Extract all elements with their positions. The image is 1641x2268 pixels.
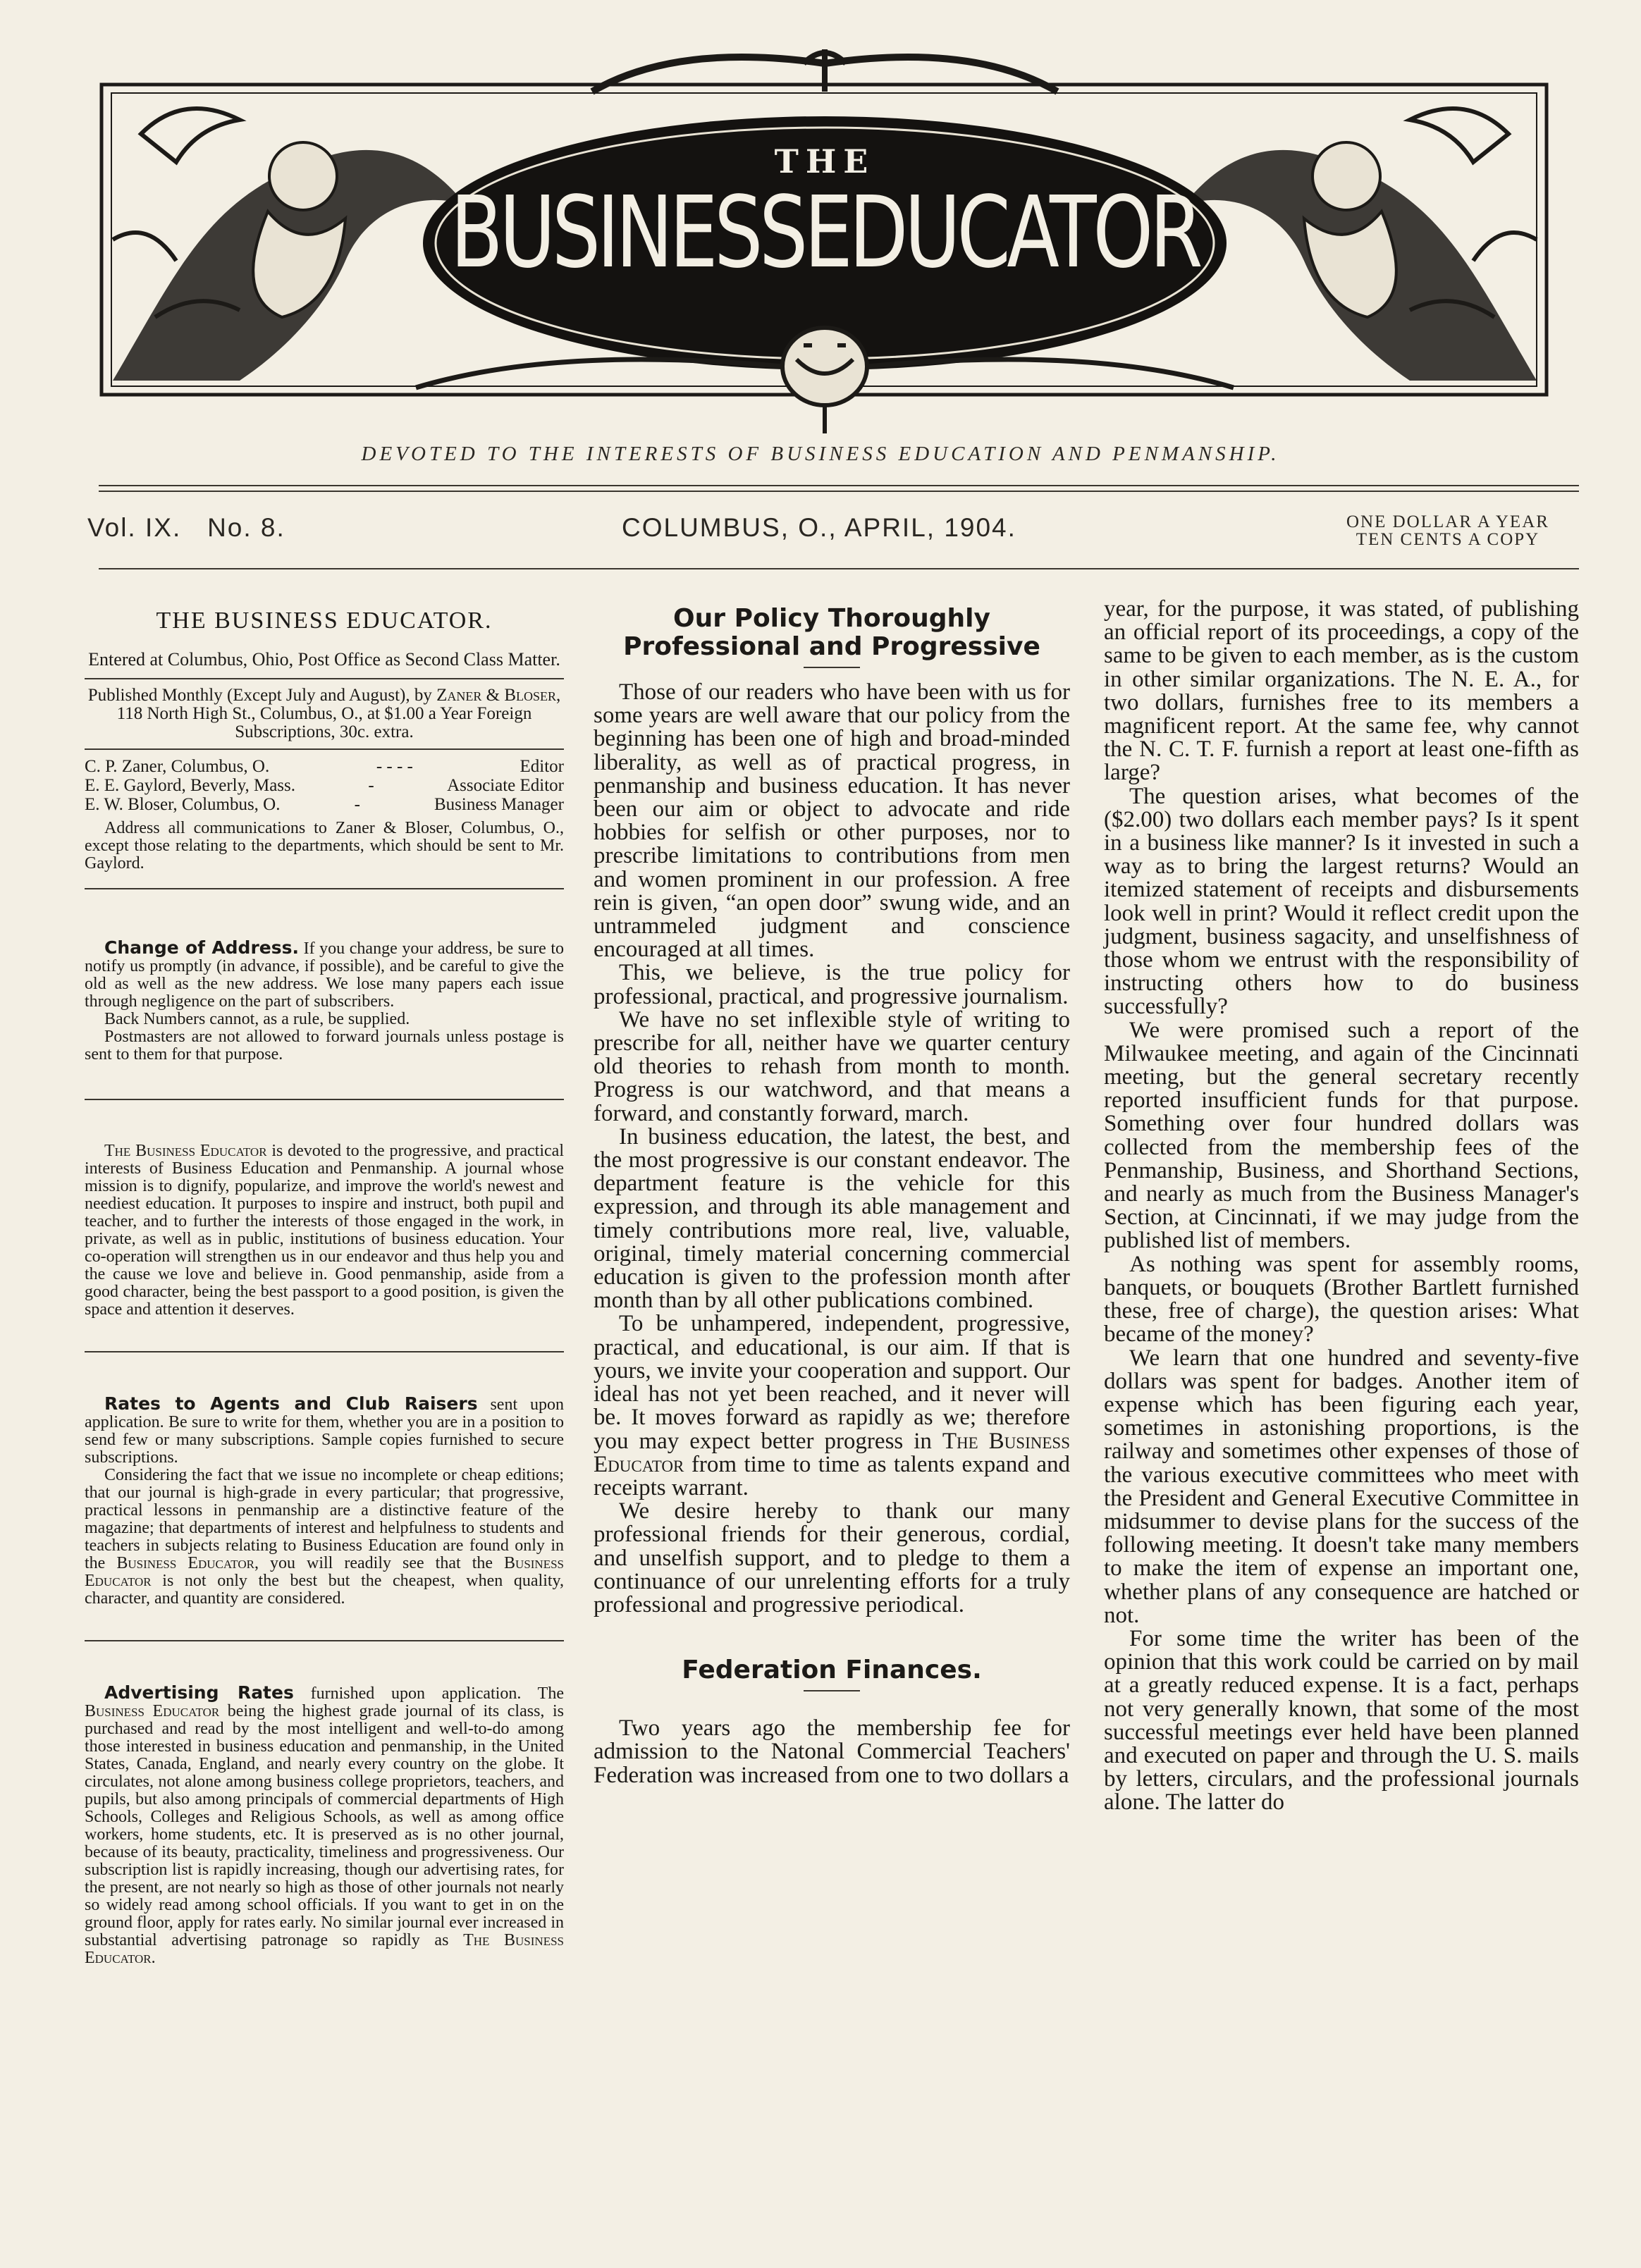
price-copy: TEN CENTS A COPY	[1356, 530, 1540, 549]
masthead-the: THE	[774, 142, 875, 180]
rule	[85, 888, 564, 889]
paragraph: Two years ago the membership fee for admission to the Natonal Commercial Teachers' Federation was increased from one to two dollars a	[594, 1715, 1070, 1788]
staff-row: E. E. Gaylord, Beverly, Mass. - Associate Editor	[85, 776, 564, 795]
headline-federation: Federation Finances.	[682, 1656, 982, 1685]
staff-row: C. P. Zaner, Columbus, O. - - - - Editor	[85, 757, 564, 776]
paragraph: This, we believe, is the true policy for professional, practical, and progressive journalism.	[594, 960, 1070, 1009]
advertising-rates: Advertising Rates furnished upon application. The Business Educator being the highest grade journal of its class, is purchased and read by the most intelligent and well-to-do among those interested in business education and penmanship, in the United States, Canada, England, and nearly every country on the globe. It circulates, not alone among business college proprietors, teachers, and pupils, but also among principals of commercial departments of High Schools, Colleges and Religious Schools, as well as among office workers, home students, etc. It is preserved as is no other journal, because of its beauty, practicality, timeliness and progressiveness. Our subscription list is rapidly increasing, though our advertising rates, for the present, are not nearly so high as those of other journals not nearly so widely read among school officials. If you want to get in on the ground floor, apply for rates early. No similar journal ever increased in substantial advertising patronage so rapidly as The Business Educator.	[85, 1682, 565, 1967]
number: No. 8.	[207, 513, 285, 542]
headline-policy: Our Policy Thoroughly Professional and Progressive	[623, 604, 1040, 661]
column-editorial	[594, 598, 1070, 1787]
tagline: DEVOTED TO THE INTERESTS OF BUSINESS EDUCATION AND PENMANSHIP.	[361, 443, 1280, 465]
masthead	[99, 49, 1551, 437]
masthead-title: BUSINESSEDUCATOR	[450, 175, 1200, 290]
staff-row: E. W. Bloser, Columbus, O. - Business Manager	[85, 795, 564, 814]
entered-note: Entered at Columbus, Ohio, Post Office as Second Class Matter.	[88, 649, 560, 670]
volume: Vol. IX.	[87, 513, 182, 542]
masthead-box-title: THE BUSINESS EDUCATOR.	[156, 608, 493, 634]
rule	[804, 667, 860, 668]
paragraph: In business education, the latest, the best, and the most progressive is our constant endeavor. The department feature is the vehicle for this expression, and through its able management and timely contributions more real, live, valuable, original, timely material concerning commercial education is given to the profession month after month than by all other publications combined.	[594, 1123, 1070, 1314]
price	[1346, 513, 1549, 548]
rule-top-2	[99, 491, 1579, 492]
rule	[85, 748, 564, 750]
paragraph: We have no set inflexible style of writing to prescribe for all, neither have we quarter century old theories to rehash from month to month. Progress is our watchword, and that means a forward, and constantly forward, march.	[594, 1006, 1070, 1126]
rule	[85, 678, 564, 679]
volume-number	[87, 513, 285, 543]
devoted-note: The Business Educator is devoted to the progressive, and practical interests of Business Education and Penmanship. A journal whose mission is to dignify, popularize, and improve the world's newest and neediest education. It purposes to inspire and instruct, both pupil and teacher, and to further the interests of those engaged in the work, in private, as well as in public, institutions of business education. Your co-operation will strengthen us in our endeavor and thus help you and the cause we love and believe in. Good penmanship, aside from a good character, being the best passport to a good position, is given the space and attention it deserves.	[85, 1142, 564, 1319]
place-date: COLUMBUS, O., APRIL, 1904.	[622, 513, 1016, 542]
agent-rates: Rates to Agents and Club Raisers sent upon application. Be sure to write for them, whether you are in a position to send few or many subscriptions. Sample copies furnished to secure subscriptions.	[85, 1393, 564, 1467]
rule	[804, 1690, 860, 1691]
rule	[85, 1099, 564, 1100]
address-note: Address all communications to Zaner & Bloser, Columbus, O., except those relating to the departments, which should be sent to Mr. Gaylord.	[85, 819, 564, 873]
postmasters-note: Postmasters are not allowed to forward journals unless postage is sent to them for that purpose.	[85, 1028, 564, 1064]
rule	[85, 1351, 564, 1352]
change-of-address: Change of Address. If you change your address, be sure to notify us promptly (in advance, if possible), and be careful to give the old as well as the new address. We lose many papers each issue through negligence on the part of subscribers.	[85, 937, 564, 1011]
paragraph: We learn that one hundred and seventy-five dollars was spent for badges. Another item of expense which has been figuring each year, sometimes in astonishing proportions, is the railway and sometimes other expenses of those of the various executive committees who meet with the President and General Executive Committee in midsummer to devise plans for the success of the following meeting. It doesn't take many members to make the item of expense an important one, whether plans of any consequence are hatched or not.	[1104, 1345, 1579, 1628]
rule-issue	[99, 568, 1579, 569]
paragraph: year, for the purpose, it was stated, of publishing an official report of its proceedings, a copy of the same to be given to each member, as is the custom in other similar organizations. The N. E. A., for two dollars, furnishes free to its members a magnificent report. At the same fee, why cannot the N. C. T. F. furnish a report at least one-fifth as large?	[1104, 596, 1579, 786]
rule	[85, 1640, 564, 1641]
staff-list	[85, 757, 564, 814]
price-year: ONE DOLLAR A YEAR	[1346, 512, 1549, 531]
paragraph: The question arises, what becomes of the ($2.00) two dollars each member pays? Is it spent in a business like manner? Is it invested in such a way as to bring the largest returns? Would an itemized statement of receipts and disbursements look well in print? Would it reflect credit upon the judgment, business sagacity, and unselfishness of those whom we entrust with the responsibility of instructing others how to do business successfully?	[1104, 783, 1579, 1020]
paragraph: As nothing was spent for assembly rooms, banquets, or bouquets (Brother Bartlett furnished these, free of charge), the question arises: What became of the money?	[1104, 1251, 1579, 1348]
paragraph: To be unhampered, independent, progressive, practical, and educational, is our aim. If that is yours, we invite your cooperation and support. Our ideal has not yet been reached, and it never will be. It moves forward as rapidly as we; therefore you may expect better progress in The Business Educator from time to time as talents expand and receipts warrant.	[594, 1311, 1070, 1500]
back-numbers: Back Numbers cannot, as a rule, be supplied.	[104, 1010, 410, 1028]
paragraph: We desire hereby to thank our many professional friends for their generous, cordial, and unselfish support, and to pledge to them a continuance of our unrelenting efforts for a truly professional and progressive periodical.	[594, 1498, 1070, 1617]
paragraph: We were promised such a report of the Milwaukee meeting, and again of the Cincinnati meeting, but the general secretary recently reported insufficient funds for that purpose. Something over four hundred dollars was collected from the membership fees of the Penmanship, Business, and Shorthand Sections, and nearly as much from the Business Manager's Section, at Cincinnati, if we may judge from the published list of members.	[1104, 1017, 1579, 1254]
published-note: Published Monthly (Except July and August), by Zaner & Bloser, 118 North High St., Columbus, O., at $1.00 a Year Foreign Subscriptions, 30c. extra.	[87, 686, 561, 741]
column-publisher-info	[85, 598, 564, 1967]
paragraph: For some time the writer has been of the opinion that this work could be carried on by mail at a greatly reduced expense. It is a fact, perhaps not very generally known, that some of the most successful meetings ever held have been planned and executed on paper and through the U. S. mails by letters, circulars, and the professional journals alone. The latter do	[1104, 1625, 1579, 1816]
considering-note: Considering the fact that we issue no incomplete or cheap editions; that our journal is high-grade in every particular; that progressive, practical lessons in penmanship are a distinctive feature of the magazine; that departments of interest and helpfulness to students and teachers in subjects relating to Business Education are found only in the Business Educator, you will readily see that the Business Educator is not only the best but the cheapest, when quality, character, and quantity are considered.	[85, 1466, 565, 1608]
rule-top	[99, 485, 1579, 486]
paragraph: Those of our readers who have been with us for some years are well aware that our policy from the beginning has been one of high and broad-minded liberality, as well as of practical progress, in penmanship and business education. It has never been our aim or object to advocate and ride hobbies for selfish or other purposes, nor to prescribe limitations to contributions from men and women prominent in our profession. A free rein is given, “an open door” swung wide, and an untrammeled judgment and conscience encouraged at all times.	[594, 679, 1070, 963]
column-federation-continued	[1104, 598, 1579, 1815]
